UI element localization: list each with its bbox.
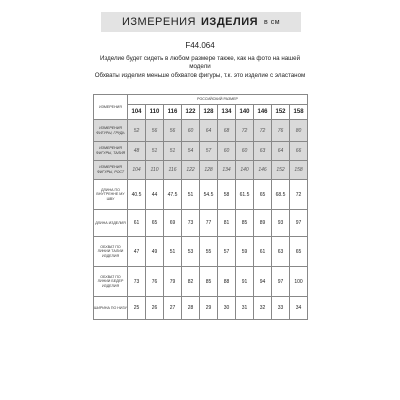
measurement-value: 65 <box>254 180 272 210</box>
measurement-value: 61 <box>128 210 146 237</box>
measurement-value: 48 <box>128 142 146 161</box>
size-banner-row <box>94 95 308 105</box>
measurement-value: 56 <box>146 120 164 142</box>
measurement-value: 30 <box>218 297 236 320</box>
measurement-value: 60 <box>182 120 200 142</box>
size-header-cell: 116 <box>164 105 182 120</box>
measurement-value: 72 <box>254 120 272 142</box>
measurement-value: 59 <box>236 237 254 267</box>
corner-label: ИЗМЕРЕНИЯ <box>94 95 128 120</box>
measurement-value: 77 <box>200 210 218 237</box>
measurement-value: 55 <box>200 237 218 267</box>
measurement-value: 58 <box>218 180 236 210</box>
measurement-value: 28 <box>182 297 200 320</box>
size-header-cell: 134 <box>218 105 236 120</box>
measurement-value: 54.5 <box>200 180 218 210</box>
measurement-value: 89 <box>254 210 272 237</box>
measurement-value: 104 <box>128 161 146 180</box>
measurement-value: 81 <box>218 210 236 237</box>
size-banner: РОССИЙСКИЙ РАЗМЕР <box>128 95 308 105</box>
measurement-value: 76 <box>146 267 164 297</box>
size-header-cell: 152 <box>272 105 290 120</box>
measurement-value: 110 <box>146 161 164 180</box>
measurement-value: 29 <box>200 297 218 320</box>
measurement-value: 25 <box>128 297 146 320</box>
header-unit: в см <box>264 18 281 26</box>
measurement-value: 61.5 <box>236 180 254 210</box>
measurement-value: 97 <box>290 210 308 237</box>
measurement-value: 54 <box>182 142 200 161</box>
measurement-value: 57 <box>200 142 218 161</box>
measurement-value: 61 <box>254 237 272 267</box>
size-header-cell: 140 <box>236 105 254 120</box>
header-title: ИЗМЕРЕНИЯ <box>121 16 197 28</box>
size-table <box>93 94 308 320</box>
elastane-note: Обхваты изделия меньше обхватов фигуры, т.к. это изделие с эластаном <box>94 72 306 79</box>
size-header-cell: 128 <box>200 105 218 120</box>
measurement-value: 152 <box>272 161 290 180</box>
measurement-value: 60 <box>218 142 236 161</box>
measurement-value: 73 <box>182 210 200 237</box>
measurement-value: 51 <box>164 237 182 267</box>
measurement-value: 34 <box>290 297 308 320</box>
measurement-value: 146 <box>254 161 272 180</box>
measurement-value: 97 <box>272 267 290 297</box>
measurement-value: 65 <box>290 237 308 267</box>
measurement-row <box>94 267 308 297</box>
measurement-value: 44 <box>146 180 164 210</box>
measurement-value: 63 <box>254 142 272 161</box>
measurement-row <box>94 297 308 320</box>
measurement-value: 51 <box>182 180 200 210</box>
measurement-value: 79 <box>164 267 182 297</box>
size-header-cell: 104 <box>128 105 146 120</box>
measurement-value: 93 <box>272 210 290 237</box>
measurement-label: ИЗМЕРЕНИЯ ФИГУРЫ, ТАЛИЯ <box>94 142 128 161</box>
measurement-value: 69 <box>164 210 182 237</box>
measurement-value: 72 <box>290 180 308 210</box>
measurement-value: 82 <box>182 267 200 297</box>
size-header-cell: 122 <box>182 105 200 120</box>
measurement-value: 85 <box>236 210 254 237</box>
measurement-value: 66 <box>290 142 308 161</box>
measurement-value: 85 <box>200 267 218 297</box>
measurement-row <box>94 210 308 237</box>
header-title-bold: ИЗДЕЛИЯ <box>201 16 259 28</box>
measurement-value: 80 <box>290 120 308 142</box>
measurement-value: 63 <box>272 237 290 267</box>
measurement-value: 64 <box>200 120 218 142</box>
measurement-row <box>94 161 308 180</box>
measurement-value: 51 <box>164 142 182 161</box>
measurement-value: 68.5 <box>272 180 290 210</box>
measurement-value: 94 <box>254 267 272 297</box>
measurement-value: 47.5 <box>164 180 182 210</box>
measurement-value: 68 <box>218 120 236 142</box>
measurement-value: 26 <box>146 297 164 320</box>
measurement-label: ОБХВАТ ПО ЛИНИИ БЕДЕР ИЗДЕЛИЯ <box>94 267 128 297</box>
measurement-value: 122 <box>182 161 200 180</box>
measurement-value: 91 <box>236 267 254 297</box>
section-header <box>101 12 301 32</box>
measurement-value: 33 <box>272 297 290 320</box>
measurement-value: 88 <box>218 267 236 297</box>
measurement-value: 27 <box>164 297 182 320</box>
fit-note: Изделие будет сидеть в любом размере также, как на фото на нашей модели <box>99 55 301 70</box>
measurement-value: 100 <box>290 267 308 297</box>
measurement-value: 116 <box>164 161 182 180</box>
measurement-value: 47 <box>128 237 146 267</box>
measurement-value: 76 <box>272 120 290 142</box>
measurement-value: 73 <box>128 267 146 297</box>
measurement-label: ИЗМЕРЕНИЯ ФИГУРЫ, РОСТ <box>94 161 128 180</box>
measurement-value: 53 <box>182 237 200 267</box>
size-header-cell: 110 <box>146 105 164 120</box>
measurement-value: 49 <box>146 237 164 267</box>
size-header-cell: 146 <box>254 105 272 120</box>
measurement-label: ИЗМЕРЕНИЯ ФИГУРЫ, ГРУДЬ <box>94 120 128 142</box>
measurement-value: 40.5 <box>128 180 146 210</box>
measurement-label: ШИРИНА ПО НИЗУ <box>94 297 128 320</box>
article-code: F44.064 <box>185 41 215 50</box>
measurement-value: 128 <box>200 161 218 180</box>
measurement-value: 60 <box>236 142 254 161</box>
measurement-row <box>94 180 308 210</box>
size-header-cell: 158 <box>290 105 308 120</box>
measurement-value: 31 <box>236 297 254 320</box>
measurement-row <box>94 237 308 267</box>
measurement-value: 32 <box>254 297 272 320</box>
measurement-value: 64 <box>272 142 290 161</box>
measurement-value: 57 <box>218 237 236 267</box>
measurement-row <box>94 142 308 161</box>
measurement-label: ДЛИНА ПО ВНУТРЕННЕ МУ ШВУ <box>94 180 128 210</box>
measurement-value: 140 <box>236 161 254 180</box>
measurement-value: 158 <box>290 161 308 180</box>
measurement-value: 52 <box>128 120 146 142</box>
measurement-value: 134 <box>218 161 236 180</box>
measurement-value: 51 <box>146 142 164 161</box>
measurement-label: ДЛИНА ИЗДЕЛИЯ <box>94 210 128 237</box>
measurement-value: 72 <box>236 120 254 142</box>
measurement-label: ОБХВАТ ПО ЛИНИИ ТАЛИИ ИЗДЕЛИЯ <box>94 237 128 267</box>
measurement-row <box>94 120 308 142</box>
measurement-value: 65 <box>146 210 164 237</box>
measurement-value: 56 <box>164 120 182 142</box>
